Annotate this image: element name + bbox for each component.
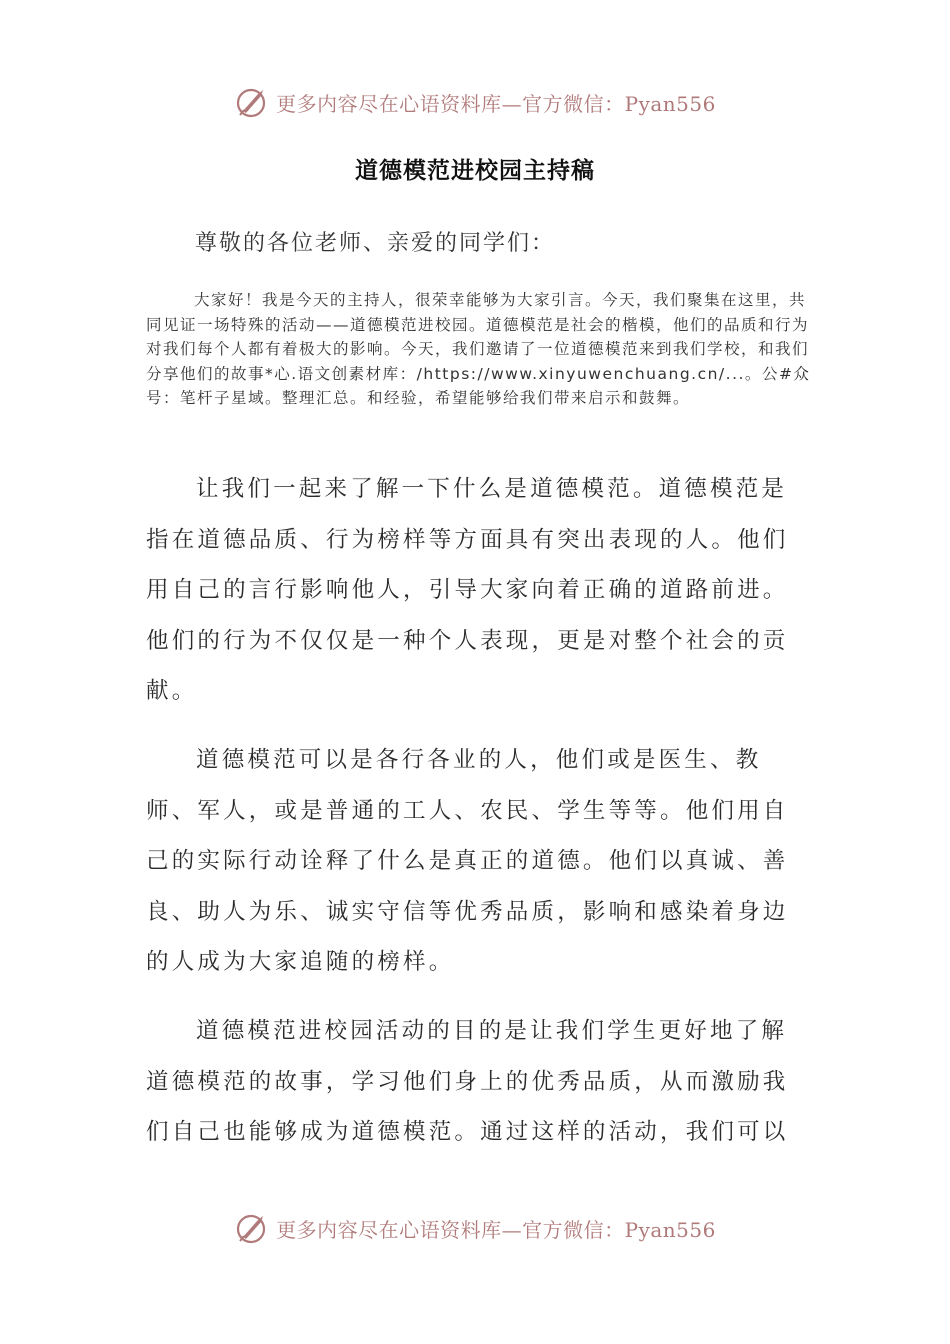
greeting: 尊敬的各位老师、亲爱的同学们：	[195, 231, 556, 256]
header-banner	[0, 82, 950, 122]
pen-nib-logo	[234, 84, 270, 120]
header-banner-text: 更多内容尽在心语资料库—官方微信：Pyan556	[276, 91, 716, 116]
body-paragraph-1: 让我们一起来了解一下什么是道德模范。道德模范是指在道德品质、行为榜样等方面具有突出表现的人。他们用自己的言行影响他人，引导大家向着正确的道路前进。他们的行为不仅仅是一种个人表现，更是对整个社会的贡献。	[146, 476, 789, 704]
body-paragraph-3: 道德模范进校园活动的目的是让我们学生更好地了解道德模范的故事，学习他们身上的优秀品质，从而激励我们自己也能够成为道德模范。通过这样的活动，我们可以	[146, 1018, 789, 1145]
body-paragraph-2: 道德模范可以是各行各业的人，他们或是医生、教师、军人，或是普通的工人、农民、学生等等。他们用自己的实际行动诠释了什么是真正的道德。他们以真诚、善良、助人为乐、诚实守信等优秀品质，影响和感染着身边的人成为大家追随的榜样。	[146, 747, 789, 975]
footer-banner-text: 更多内容尽在心语资料库—官方微信：Pyan556	[276, 1217, 716, 1242]
pen-nib-logo	[234, 1210, 270, 1246]
document-title: 道德模范进校园主持稿	[355, 158, 595, 184]
intro-paragraph: 大家好！我是今天的主持人，很荣幸能够为大家引言。今天，我们聚集在这里，共同见证一场特殊的活动——道德模范进校园。道德模范是社会的楷模，他们的品质和行为对我们每个人都有着极大的影响。今天，我们邀请了一位道德模范来到我们学校，和我们分享他们的故事*心.语文创素材库：/https://www.xinyuwenchuang.cn/...。公#众号：笔杆子星域。整理汇总。和经验，希望能够给我们带来启示和鼓舞。	[146, 291, 811, 407]
footer-banner	[0, 1208, 950, 1248]
